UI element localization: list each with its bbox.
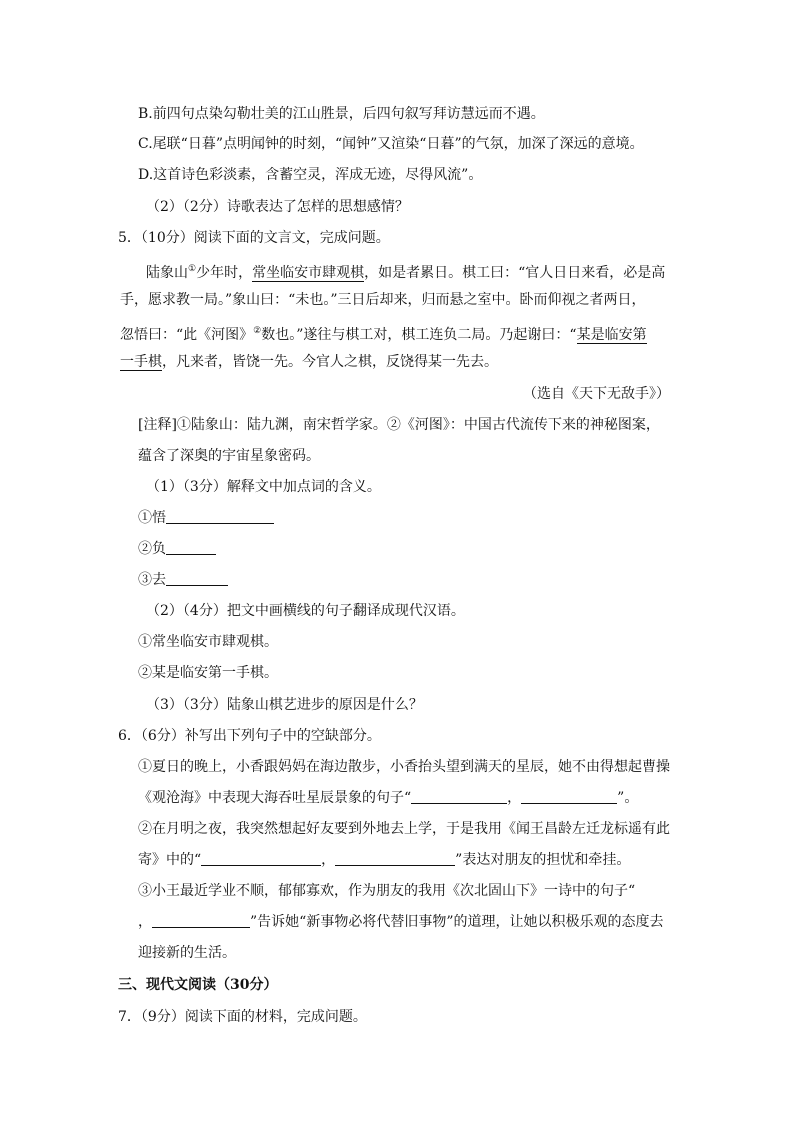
q4-option-c: C.尾联“日暮”点明闻钟的时刻，“闻钟”又渲染“日暮”的气氛，加深了深远的意境。 bbox=[138, 136, 644, 152]
fill-blank-2b[interactable] bbox=[335, 851, 455, 866]
q5-sub-question-2: （2）（4分）把文中画横线的句子翻译成现代汉语。 bbox=[146, 603, 465, 619]
fill-blank-2a[interactable] bbox=[201, 851, 321, 866]
q4-option-d: D.这首诗色彩淡素，含蓄空灵，浑成无迹，尽得风流”。 bbox=[138, 167, 483, 183]
q7-heading: 7．（9分）阅读下面的材料，完成问题。 bbox=[118, 1009, 367, 1025]
underlined-sentence-2-part-1: 某是临安第 bbox=[576, 327, 647, 343]
q6-item-3-line-1: ③小王最近学业不顺，郁郁寡欢，作为朋友的我用《次北固山下》一诗中的句子“ bbox=[138, 883, 636, 899]
q6-item-3-line-2: ， ”告诉她“新事物必将代替旧事物”的道理，让她以积极乐观的态度去 bbox=[138, 914, 664, 930]
q5-translate-2: ②某是临安第一手棋。 bbox=[138, 665, 278, 681]
q5-sub-question-3: （3）（3分）陆象山棋艺进步的原因是什么？ bbox=[146, 697, 423, 713]
q5-note-line-2: 蕴含了深奥的宇宙星象密码。 bbox=[138, 448, 320, 464]
answer-blank-qu[interactable] bbox=[166, 571, 228, 586]
q5-word-2: ②负 bbox=[138, 539, 216, 559]
q5-sub-question-1: （1）（3分）解释文中加点词的含义。 bbox=[146, 479, 381, 495]
q5-passage-line-4: 一手棋，凡来者，皆饶一先。今官人之棋，反饶得某一先去。 bbox=[120, 354, 498, 370]
q5-source: （选自《天下无敌手》） bbox=[523, 386, 670, 402]
underlined-sentence-2-part-2: 一手棋 bbox=[120, 354, 162, 370]
fill-blank-1b[interactable] bbox=[521, 789, 617, 804]
q5-passage-line-2: 手，愿求教一局。”象山曰：“未也。”三日后却来，归而悬之室中。卧而仰视之者两日， bbox=[120, 292, 646, 308]
q5-heading: 5．（10分）阅读下面的文言文，完成问题。 bbox=[118, 230, 390, 246]
q5-translate-1: ①常坐临安市肆观棋。 bbox=[138, 634, 278, 650]
q5-passage-line-1: 陆象山①少年时，常坐临安市肆观棋，如是者累日。棋工曰：“官人日日来看，必是高 bbox=[146, 264, 666, 281]
q5-word-1: ①悟 bbox=[138, 508, 274, 528]
q6-item-2-line-1: ②在月明之夜，我突然想起好友要到外地去上学，于是我用《闻王昌龄左迁龙标遥有此 bbox=[138, 821, 670, 837]
q5-word-3: ③去 bbox=[138, 570, 228, 590]
q5-note-line-1: [注释]①陆象山：陆九渊，南宋哲学家。②《河图》：中国古代流传下来的神秘图案， bbox=[138, 417, 660, 433]
q6-item-1-line-1: ①夏日的晚上，小香跟妈妈在海边散步，小香抬头望到满天的星辰，她不由得想起曹操 bbox=[138, 759, 670, 775]
footnote-2-marker: ② bbox=[253, 326, 262, 336]
answer-blank-wu[interactable] bbox=[166, 509, 274, 524]
footnote-1-marker: ① bbox=[188, 264, 197, 274]
q6-item-2-line-2: 寄》中的“ ， ”表达对朋友的担忧和牵挂。 bbox=[138, 852, 631, 868]
fill-blank-1a[interactable] bbox=[411, 789, 507, 804]
q6-heading: 6．（6分）补写出下列句子中的空缺部分。 bbox=[118, 728, 381, 744]
section-3-heading: 三、现代文阅读（30分） bbox=[118, 977, 278, 993]
answer-blank-fu[interactable] bbox=[166, 540, 216, 555]
q6-item-1-line-2: 《观沧海》中表现大海吞吐星辰景象的句子“ ， ”。 bbox=[138, 790, 639, 806]
q6-item-3-line-3: 迎接新的生活。 bbox=[138, 945, 236, 961]
fill-blank-3[interactable] bbox=[152, 913, 250, 928]
underlined-sentence-1: 常坐临安市肆观棋 bbox=[252, 265, 365, 281]
q4-option-b: B.前四句点染勾勒壮美的江山胜景，后四句叙写拜访慧远而不遇。 bbox=[138, 106, 545, 122]
q4-sub-question-2: （2）（2分）诗歌表达了怎样的思想感情？ bbox=[146, 199, 409, 215]
q5-passage-line-3: 忽悟曰：“此《河图》②数也。”遂往与棋工对，棋工连负二局。乃起谢曰：“某是临安第 bbox=[120, 326, 647, 343]
